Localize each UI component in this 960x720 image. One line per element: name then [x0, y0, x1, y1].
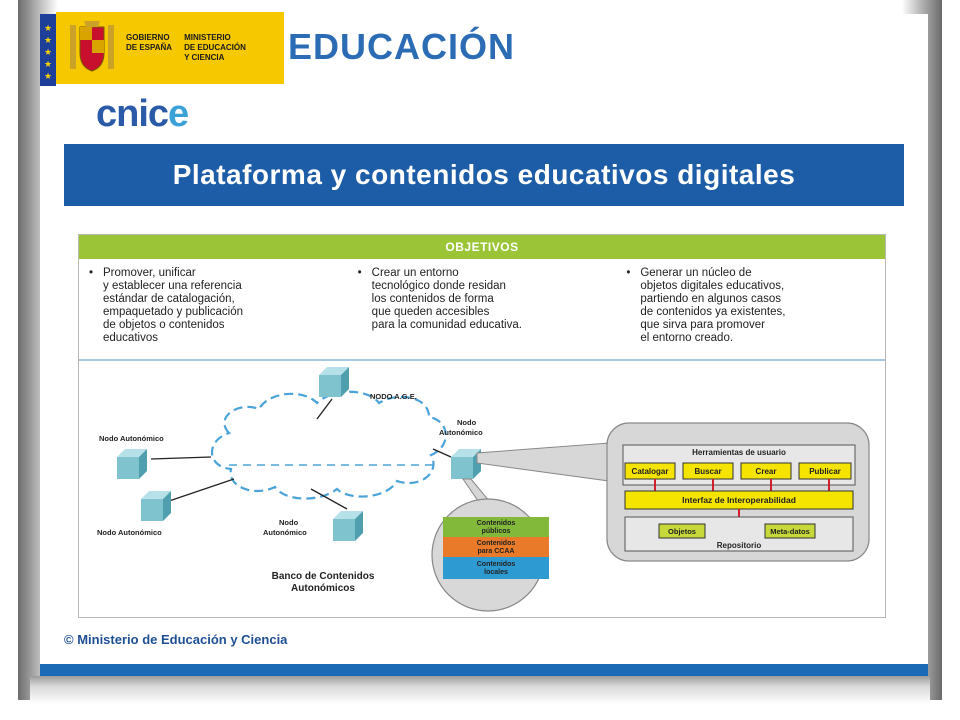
objective-1-line: estándar de catalogación, [103, 293, 235, 305]
stack-local-2: locales [484, 569, 508, 576]
ministry-text-line1: MINISTERIO [184, 33, 231, 42]
node-age-label: NODO A.G.E. [370, 392, 417, 401]
cnice-logo-prefix: cnic [96, 93, 169, 135]
bank-label-1: Banco de Contenidos [271, 571, 375, 582]
objective-2-line: tecnológico donde residan [371, 280, 506, 292]
cnice-logo-suffix: e [168, 93, 189, 135]
stack-ccaa-2: para CCAA [477, 548, 515, 555]
ministry-text-line2: DE EDUCACIÓN [184, 43, 246, 52]
objective-1-line: de objetos o contenidos [103, 319, 225, 331]
objective-1-line: Promover, unificar [103, 267, 196, 279]
node-left-icon [117, 449, 147, 479]
repo-metadatos-label: Meta-datos [770, 527, 810, 536]
repo-label: Repositorio [716, 541, 762, 550]
objective-1 [79, 259, 348, 359]
spain-crest-icon [66, 19, 118, 77]
objective-1-line: empaquetado y publicación [103, 306, 244, 318]
node-bottom-left-icon [141, 491, 171, 521]
bullet-icon: • [89, 267, 94, 279]
node-bottom-icon [333, 511, 363, 541]
gov-text-line1: GOBIERNO [126, 33, 170, 42]
objective-2-line: los contenidos de forma [371, 293, 494, 305]
objective-3 [616, 259, 885, 359]
node-bottom-left-label: Nodo Autonómico [97, 528, 162, 537]
interop-label: Interfaz de Interoperabilidad [682, 495, 796, 505]
objective-2-line: Crear un entorno [371, 267, 459, 279]
copyright-footer: © Ministerio de Educación y Ciencia [64, 632, 288, 647]
eu-stars-icon: ★ ★ ★ ★ ★ [43, 23, 53, 81]
stack-local-1: Contenidos [476, 561, 516, 568]
node-left-label: Nodo Autonómico [99, 434, 164, 443]
slide-bottom-bar [40, 664, 928, 676]
objective-3-line: el entorno creado. [640, 332, 734, 344]
tool-publicar-label: Publicar [809, 467, 841, 476]
bullet-icon: • [357, 267, 362, 279]
page-title: Plataforma y contenidos educativos digitales [172, 159, 796, 190]
stack-public-2: públicos [481, 528, 511, 535]
gov-text-line2: DE ESPAÑA [126, 43, 173, 52]
objective-3-line: de contenidos ya existentes, [640, 306, 786, 318]
node-age-icon [319, 367, 349, 397]
tool-crear-label: Crear [755, 467, 777, 476]
objective-3-line: Generar un núcleo de [640, 267, 752, 279]
ministry-title: EDUCACIÓN [288, 26, 516, 67]
tool-buscar-label: Buscar [694, 467, 722, 476]
node-bottom-label-1: Nodo [279, 518, 299, 527]
tools-title: Herramientas de usuario [692, 448, 786, 457]
objective-3-line: partiendo en algunos casos [640, 293, 781, 305]
ministry-text-line3: Y CIENCIA [184, 53, 225, 62]
repo-objetos-label: Objetos [668, 527, 696, 536]
stack-public-1: Contenidos [476, 520, 516, 527]
network-diagram [79, 361, 885, 617]
objective-2-line: que queden accesibles [371, 306, 490, 318]
slide-bottom-shadow [30, 676, 930, 706]
network-cloud [212, 392, 446, 499]
platform-diagram [78, 234, 886, 618]
bullet-icon: • [626, 267, 631, 279]
government-logo [56, 12, 284, 84]
node-bottom-label-2: Autonómico [263, 528, 307, 537]
objective-1-line: y establecer una referencia [103, 280, 242, 292]
objective-2 [348, 259, 617, 359]
objective-3-line: que sirva para promover [640, 319, 765, 331]
title-band [64, 144, 904, 206]
cnice-logo [96, 93, 188, 136]
objective-2-line: para la comunidad educativa. [371, 319, 522, 331]
node-right-label-1: Nodo [457, 418, 477, 427]
link-left [151, 457, 211, 459]
node-right-label-2: Autonómico [439, 428, 483, 437]
objectives-heading: OBJETIVOS [79, 235, 885, 259]
objectives-area [79, 259, 885, 359]
tool-catalogar-label: Catalogar [631, 467, 669, 476]
tools-callout-pointer [477, 443, 609, 481]
stack-ccaa-1: Contenidos [476, 540, 516, 547]
link-bottom-left [169, 479, 234, 501]
objective-3-line: objetos digitales educativos, [640, 280, 785, 292]
objective-1-line: educativos [103, 332, 158, 344]
bank-label-2: Autonómicos [291, 583, 355, 594]
